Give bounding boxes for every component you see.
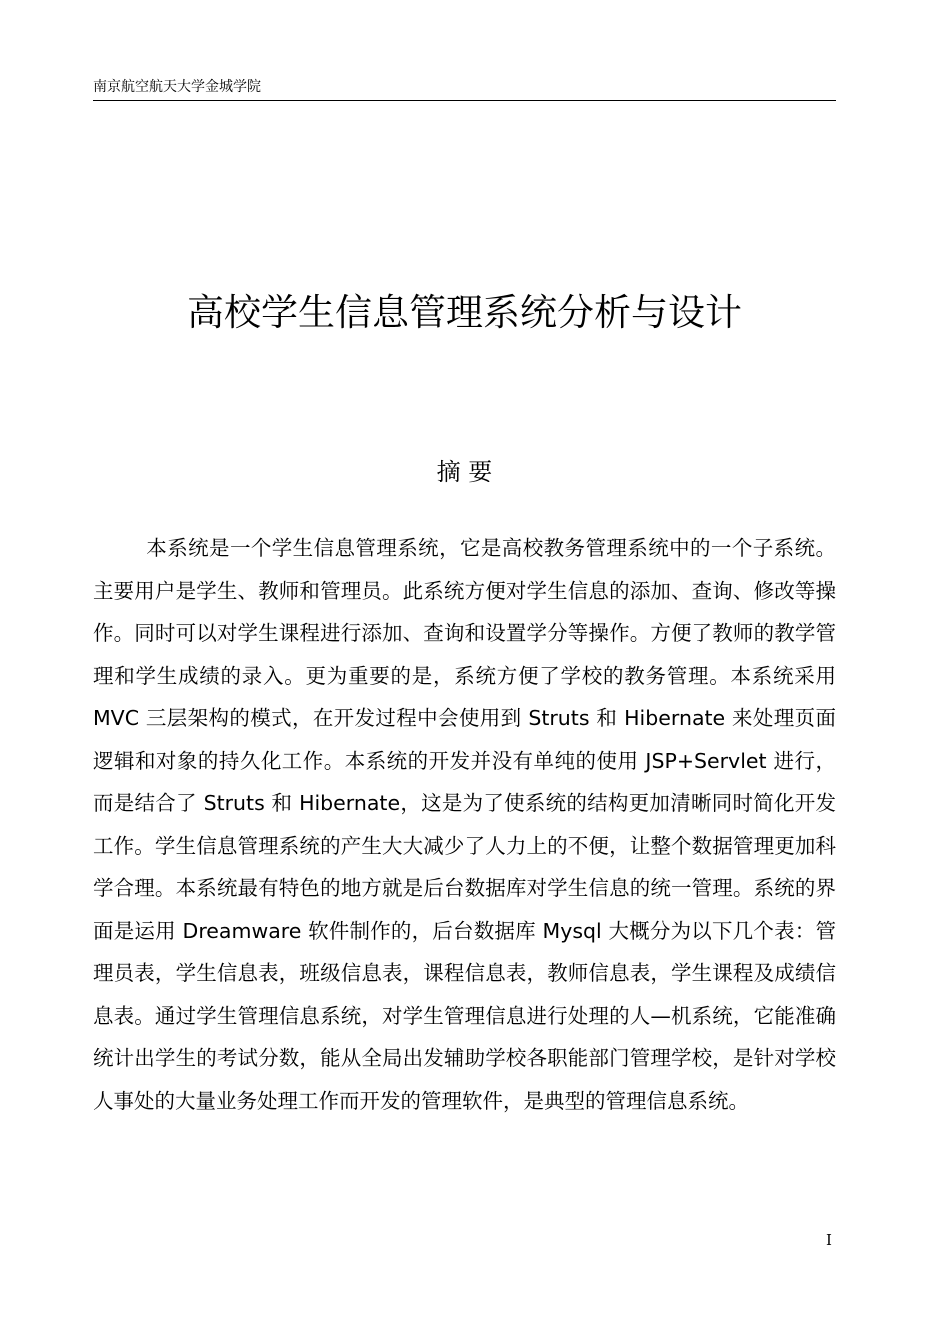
document-title: 高校学生信息管理系统分析与设计: [187, 291, 742, 334]
header-institution: 南京航空航天大学金城学院: [93, 79, 261, 95]
page-number: I: [826, 1231, 832, 1249]
abstract-heading: 摘 要: [436, 458, 493, 486]
abstract-body: 本系统是一个学生信息管理系统，它是高校教务管理系统中的一个子系统。主要用户是学生、教师和管理员。此系统方便对学生信息的添加、查询、修改等操作。同时可以对学生课程进行添加、查询和设置学分等操作。方便了教师的教学管理和学生成绩的录入。更为重要的是，系统方便了学校的教务管理。本系统采用 MVC 三层架构的模式，在开发过程中会使用到 Struts 和 Hibernate 来处理页面逻辑和对象的持久化工作。本系统的开发并没有单纯的使用 JSP+Servlet 进行，而是结合了 Struts 和 Hibernate，这是为了使系统的结构更加清晰同时简化开发工作。学生信息管理系统的产生大大减少了人力上的不便，让整个数据管理更加科学合理。本系统最有特色的地方就是后台数据库对学生信息的统一管理。系统的界面是运用 Dreamware 软件制作的，后台数据库 Mysql 大概分为以下几个表：管理员表，学生信息表，班级信息表，课程信息表，教师信息表，学生课程及成绩信息表。通过学生管理信息系统，对学生管理信息进行处理的人—机系统，它能准确统计出学生的考试分数，能从全局出发辅助学校各职能部门管理学校，是针对学校人事处的大量业务处理工作而开发的管理软件，是典型的管理信息系统。: [93, 536, 836, 1113]
running-header: [93, 76, 836, 101]
